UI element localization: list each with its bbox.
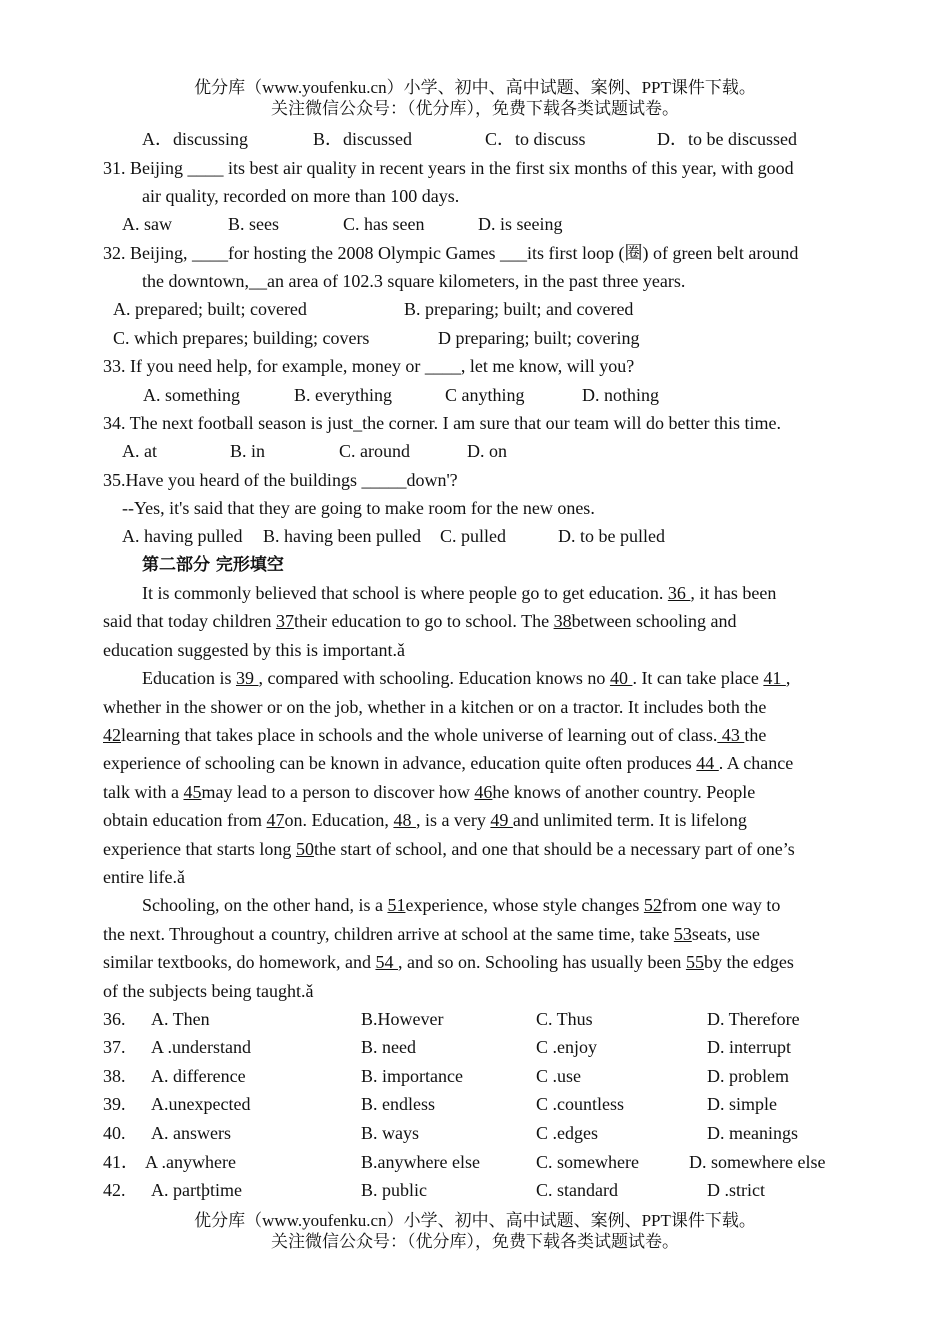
blank-50: 50 (295, 839, 314, 859)
q30-option-d: D．to be discussed (657, 129, 797, 149)
blank-54: 54 (375, 952, 398, 972)
blank-39: 39 (235, 668, 259, 688)
passage-p3-line-4: of the subjects being taught.ǎ (103, 981, 314, 1001)
q34-option-b: B. in (230, 441, 266, 461)
q31-stem-line-2: air quality, recorded on more than 100 days. (142, 186, 460, 206)
q35-option-d: D. to be pulled (558, 526, 665, 546)
choice-d: D. meanings (707, 1123, 798, 1143)
q33-stem: 33. If you need help, for example, money or ____, let me know, will you? (103, 356, 635, 376)
choice-a: A. difference (151, 1066, 246, 1086)
blank-36: 36 (667, 583, 691, 603)
choice-b: B. endless (361, 1094, 435, 1114)
q35-option-a: A. having pulled (122, 526, 243, 546)
blank-44: 44 (696, 753, 719, 773)
choice-a: A. answers (151, 1123, 231, 1143)
choice-d: D. problem (707, 1066, 789, 1086)
q32-option-d: D preparing; built; covering (438, 328, 640, 348)
blank-42: 42 (103, 725, 121, 745)
choice-a: A. Then (151, 1009, 210, 1029)
choice-b: B. ways (361, 1123, 419, 1143)
blank-40: 40 (609, 668, 633, 688)
footer-line-2: 关注微信公众号：（优分库），免费下载各类试题试卷。 (271, 1232, 679, 1251)
footer-line-1: 优分库（www.youfenku.cn）小学、初中、高中试题、案例、PPT课件下载。 (194, 1211, 756, 1230)
q34-option-c: C. around (339, 441, 410, 461)
blank-48: 48 (393, 810, 416, 830)
q31-stem-line-1: 31. Beijing ____ its best air quality in recent years in the first six months of this year, with good (103, 158, 794, 178)
passage-p2-line-7: experience that starts long 50the start of school, and one that should be a necessary part of one’s (103, 839, 795, 859)
choice-number: 41． (103, 1152, 139, 1172)
header-line-1: 优分库（www.youfenku.cn）小学、初中、高中试题、案例、PPT课件下载。 (194, 78, 756, 97)
passage-p1-line-3: education suggested by this is important.ǎ (103, 640, 405, 660)
choice-number: 36. (103, 1009, 126, 1029)
blank-53: 53 (673, 924, 692, 944)
choice-d: D. interrupt (707, 1037, 791, 1057)
q33-option-b: B. everything (294, 385, 392, 405)
choice-b: B. importance (361, 1066, 463, 1086)
choice-b: B.anywhere else (361, 1152, 480, 1172)
choice-d: D. simple (707, 1094, 777, 1114)
choice-c: C. somewhere (536, 1152, 639, 1172)
passage-p2-line-3: 42learning that takes place in schools and the whole universe of learning out of class. 43 the (103, 725, 767, 745)
q30-option-a: A．discussing (142, 129, 249, 149)
q35-stem-line-2: --Yes, it's said that they are going to make room for the new ones. (122, 498, 595, 518)
passage-p2-line-4: experience of schooling can be known in advance, education quite often produces 44 . A chance (103, 753, 794, 773)
passage-p2-line-8: entire life.ǎ (103, 867, 185, 887)
q30-option-b: B．discussed (313, 129, 412, 149)
blank-55: 55 (685, 952, 704, 972)
choice-number: 38. (103, 1066, 126, 1086)
q33-option-c: C anything (445, 385, 525, 405)
blank-51: 51 (387, 895, 406, 915)
choice-c: C. Thus (536, 1009, 593, 1029)
choice-number: 37. (103, 1037, 126, 1057)
passage-p3-line-2: the next. Throughout a country, children arrive at school at the same time, take 53seats, use (103, 924, 760, 944)
blank-41: 41 (763, 668, 786, 688)
choice-d: D. somewhere else (689, 1152, 826, 1172)
q32-option-b: B. preparing; built; and covered (404, 299, 634, 319)
passage-p2-line-2: whether in the shower or on the job, whether in a kitchen or on a tractor. It includes both the (103, 697, 767, 717)
q35-option-b: B. having been pulled (263, 526, 421, 546)
q34-option-a: A. at (122, 441, 157, 461)
choice-c: C .use (536, 1066, 581, 1086)
choice-b: B. public (361, 1180, 427, 1200)
passage-p3-line-3: similar textbooks, do homework, and 54 , and so on. Schooling has usually been 55by the edges (103, 952, 794, 972)
blank-46: 46 (474, 782, 493, 802)
passage-p1-line-2: said that today children 37their education to go to school. The 38between schooling and (103, 611, 737, 631)
passage-p3-line-1: Schooling, on the other hand, is a 51experience, whose style changes 52from one way to (142, 895, 781, 915)
q35-option-c: C. pulled (440, 526, 506, 546)
blank-52: 52 (643, 895, 662, 915)
choice-a: A .understand (151, 1037, 251, 1057)
page-header (0, 77, 950, 119)
q34-option-d: D. on (467, 441, 507, 461)
q32-stem-line-2: the downtown,__an area of 102.3 square kilometers, in the past three years. (142, 271, 686, 291)
blank-47: 47 (266, 810, 285, 830)
choice-number: 40. (103, 1123, 126, 1143)
choice-d: D .strict (707, 1180, 765, 1200)
passage-p2-line-6: obtain education from 47on. Education, 48 , is a very 49 and unlimited term. It is lifelong (103, 810, 747, 830)
choice-c: C. standard (536, 1180, 618, 1200)
choice-number: 39. (103, 1094, 126, 1114)
blank-45: 45 (183, 782, 202, 802)
q32-option-a: A. prepared; built; covered (113, 299, 307, 319)
q32-stem-line-1: 32. Beijing, ____for hosting the 2008 Olympic Games ___its first loop (圈) of green belt around (103, 243, 799, 263)
q31-option-c: C. has seen (343, 214, 425, 234)
choice-a: A .anywhere (145, 1152, 236, 1172)
choice-b: B.However (361, 1009, 444, 1029)
q33-option-a: A. something (143, 385, 240, 405)
header-line-2: 关注微信公众号：（优分库），免费下载各类试题试卷。 (271, 99, 679, 118)
q35-stem-line-1: 35.Have you heard of the buildings _____down'? (103, 470, 458, 490)
choice-a: A.unexpected (151, 1094, 251, 1114)
choice-c: C .enjoy (536, 1037, 597, 1057)
choice-a: A. partϸtime (151, 1180, 242, 1200)
q31-option-b: B. sees (228, 214, 279, 234)
q31-option-d: D. is seeing (478, 214, 563, 234)
choice-d: D. Therefore (707, 1009, 800, 1029)
q34-stem: 34. The next football season is just_the corner. I am sure that our team will do better this time. (103, 413, 782, 433)
passage-p2-line-1: Education is 39 , compared with schooling. Education knows no 40 . It can take place 41 , (142, 668, 791, 688)
choice-number: 42. (103, 1180, 126, 1200)
choice-b: B. need (361, 1037, 416, 1057)
passage-p1-line-1: It is commonly believed that school is where people go to get education. 36 , it has been (142, 583, 777, 603)
q31-option-a: A. saw (122, 214, 172, 234)
q32-option-c: C. which prepares; building; covers (113, 328, 370, 348)
q30-option-c: C．to discuss (485, 129, 586, 149)
q33-option-d: D. nothing (582, 385, 660, 405)
blank-49: 49 (490, 810, 513, 830)
blank-38: 38 (553, 611, 572, 631)
blank-43: 43 (717, 725, 745, 745)
choice-c: C .edges (536, 1123, 598, 1143)
choice-c: C .countless (536, 1094, 624, 1114)
page-footer (0, 1210, 950, 1252)
blank-37: 37 (275, 611, 294, 631)
section-title: 第二部分 完形填空 (142, 555, 284, 575)
passage-p2-line-5: talk with a 45may lead to a person to discover how 46he knows of another country. People (103, 782, 756, 802)
